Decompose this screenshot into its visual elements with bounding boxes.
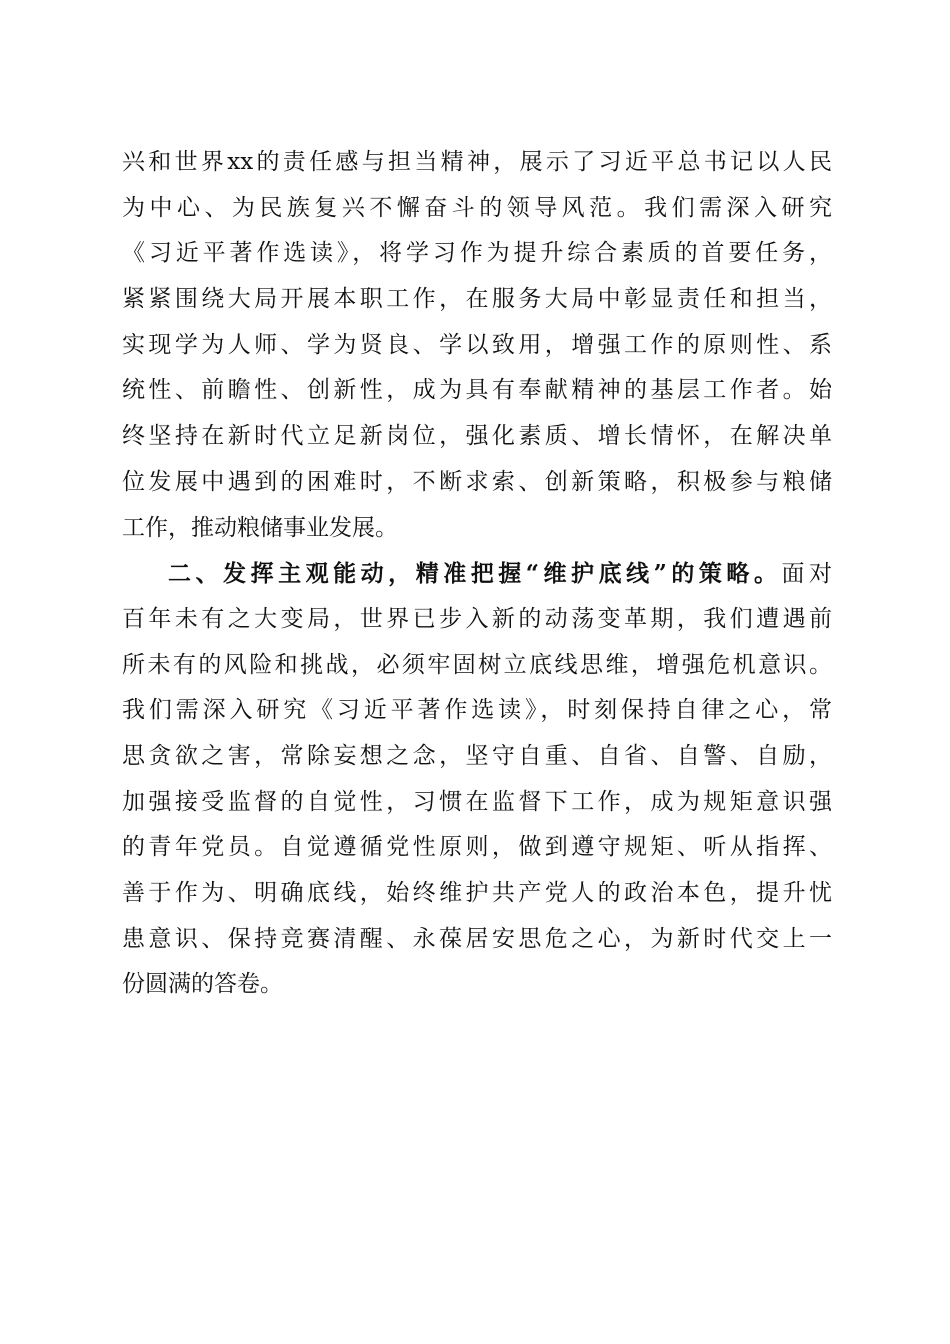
text-line: 兴和世界xx的责任感与担当精神，展示了习近平总书记以人民 xyxy=(122,149,832,175)
paragraph-1 xyxy=(122,140,832,551)
text-line: 加强接受监督的自觉性，习惯在监督下工作，成为规矩意识强 xyxy=(122,788,832,815)
text-line: 份圆满的答卷。 xyxy=(122,971,283,998)
document-body xyxy=(122,140,832,1008)
text-line: 实现学为人师、学为贤良、学以致用，增强工作的原则性、系 xyxy=(122,331,832,358)
text-line: 的青年党员。自觉遵循党性原则，做到遵守规矩、听从指挥、 xyxy=(122,834,832,861)
text-line: 所未有的风险和挑战，必须牢固树立底线思维，增强危机意识。 xyxy=(122,651,832,678)
text-line: 思贪欲之害，常除妄想之念，坚守自重、自省、自警、自励， xyxy=(122,742,832,769)
text-line: 《习近平著作选读》，将学习作为提升综合素质的首要任务， xyxy=(122,240,832,267)
text-line: 我们需深入研究《习近平著作选读》，时刻保持自律之心，常 xyxy=(122,697,832,724)
text-line: 终坚持在新时代立足新岗位，强化素质、增长情怀，在解决单 xyxy=(122,423,832,450)
heading-line-rest: 面对 xyxy=(781,561,832,588)
paragraph-2 xyxy=(122,551,832,1008)
section-heading: 二、发挥主观能动，精准把握“维护底线”的策略。 xyxy=(168,560,782,588)
text-line: 工作，推动粮储事业发展。 xyxy=(122,514,398,541)
text-line: 百年未有之大变局，世界已步入新的动荡变革期，我们遭遇前 xyxy=(122,605,832,632)
text-line: 紧紧围绕大局开展本职工作，在服务大局中彰显责任和担当， xyxy=(122,286,832,313)
text-line: 善于作为、明确底线，始终维护共产党人的政治本色，提升忧 xyxy=(122,880,832,906)
text-line: 患意识、保持竞赛清醒、永葆居安思危之心，为新时代交上一 xyxy=(122,925,832,952)
text-line: 位发展中遇到的困难时，不断求索、创新策略，积极参与粮储 xyxy=(122,468,832,495)
text-line: 为中心、为民族复兴不懈奋斗的领导风范。我们需深入研究 xyxy=(122,194,832,221)
text-line: 统性、前瞻性、创新性，成为具有奉献精神的基层工作者。始 xyxy=(122,377,832,404)
section-heading-line xyxy=(122,551,832,597)
